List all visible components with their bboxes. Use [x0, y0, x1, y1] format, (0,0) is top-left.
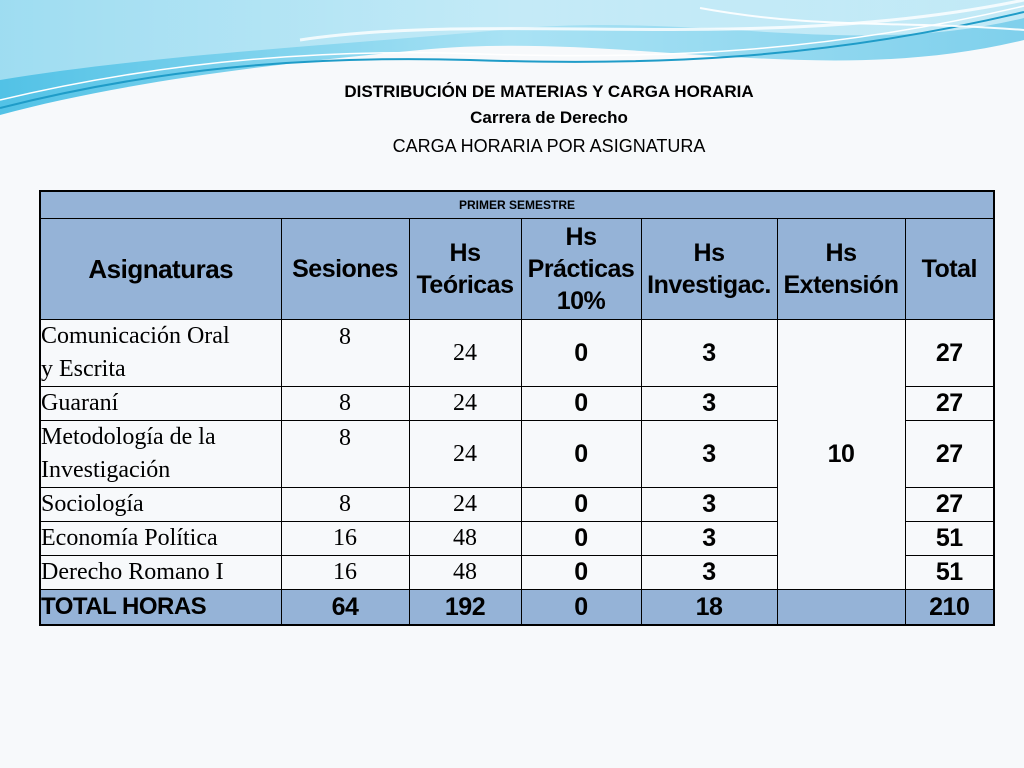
career-name: Carrera de Derecho — [470, 108, 628, 127]
practice-hours-cell: 0 — [521, 421, 641, 488]
practice-hours-cell: 0 — [521, 556, 641, 590]
theory-hours-cell: 24 — [409, 488, 521, 522]
sessions-cell: 16 — [281, 556, 409, 590]
theory-hours-cell: 24 — [409, 387, 521, 421]
research-hours-cell: 3 — [641, 522, 777, 556]
total-hours-cell: 27 — [905, 320, 994, 387]
subject-cell: Sociología — [40, 488, 281, 522]
table-row — [40, 320, 994, 387]
col-investigacion: Hs Investigac. — [641, 219, 777, 320]
document-title: DISTRIBUCIÓN DE MATERIAS Y CARGA HORARIA — [344, 82, 754, 101]
sessions-cell: 8 — [281, 320, 409, 387]
total-hours-cell: 27 — [905, 421, 994, 488]
theory-hours-cell: 24 — [409, 320, 521, 387]
totals-label: TOTAL HORAS — [40, 590, 281, 626]
col-sesiones: Sesiones — [281, 219, 409, 320]
theory-hours-cell: 24 — [409, 421, 521, 488]
col-asignaturas: Asignaturas — [40, 219, 281, 320]
col-extension: Hs Extensión — [777, 219, 905, 320]
subject-cell: Guaraní — [40, 387, 281, 421]
practice-hours-cell: 0 — [521, 522, 641, 556]
total-extension-hours — [777, 590, 905, 626]
document-subtitle: CARGA HORARIA POR ASIGNATURA — [392, 136, 706, 156]
subject-cell: Economía Política — [40, 522, 281, 556]
research-hours-cell: 3 — [641, 488, 777, 522]
total-practice-hours: 0 — [521, 590, 641, 626]
research-hours-cell: 3 — [641, 320, 777, 387]
research-hours-cell: 3 — [641, 387, 777, 421]
theory-hours-cell: 48 — [409, 556, 521, 590]
research-hours-cell: 3 — [641, 421, 777, 488]
total-sessions: 64 — [281, 590, 409, 626]
col-practicas: Hs Prácticas 10% — [521, 219, 641, 320]
workload-table — [39, 190, 995, 626]
subject-cell: Derecho Romano I — [40, 556, 281, 590]
practice-hours-cell: 0 — [521, 387, 641, 421]
sessions-cell: 16 — [281, 522, 409, 556]
semester-header: PRIMER SEMESTRE — [40, 191, 994, 219]
totals-row — [40, 590, 994, 626]
col-teoricas: Hs Teóricas — [409, 219, 521, 320]
total-hours-cell: 27 — [905, 387, 994, 421]
sessions-cell: 8 — [281, 421, 409, 488]
sessions-cell: 8 — [281, 387, 409, 421]
subject-cell: Comunicación Oral y Escrita — [40, 320, 281, 387]
extension-hours-cell: 10 — [777, 320, 905, 590]
practice-hours-cell: 0 — [521, 320, 641, 387]
col-total: Total — [905, 219, 994, 320]
subject-cell: Metodología de la Investigación — [40, 421, 281, 488]
theory-hours-cell: 48 — [409, 522, 521, 556]
practice-hours-cell: 0 — [521, 488, 641, 522]
total-hours-cell: 27 — [905, 488, 994, 522]
total-hours-cell: 51 — [905, 522, 994, 556]
research-hours-cell: 3 — [641, 556, 777, 590]
total-research-hours: 18 — [641, 590, 777, 626]
sessions-cell: 8 — [281, 488, 409, 522]
total-theory-hours: 192 — [409, 590, 521, 626]
total-hours-cell: 51 — [905, 556, 994, 590]
grand-total: 210 — [905, 590, 994, 626]
